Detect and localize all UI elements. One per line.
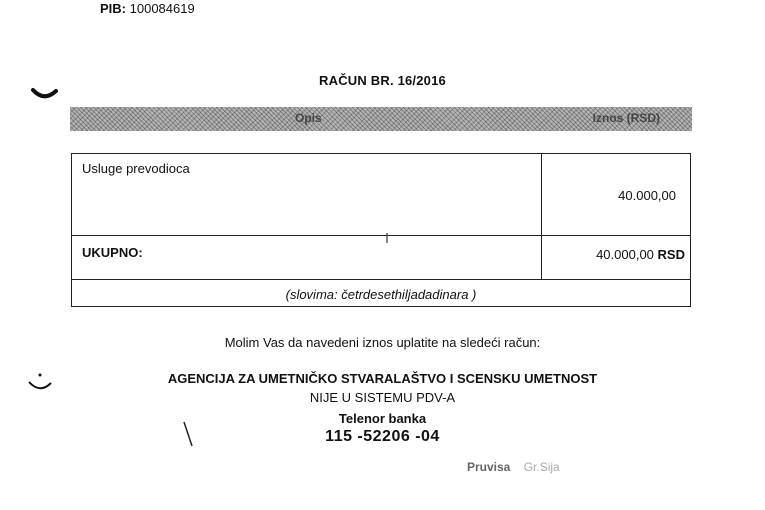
total-amount-cell [596, 247, 685, 262]
signature-area [467, 460, 560, 474]
total-amount: 40.000,00 [596, 247, 654, 262]
bank-name: Telenor banka [338, 411, 427, 426]
invoice-title: RAČUN BR. 16/2016 [319, 73, 446, 88]
vat-status: NIJE U SISTEMU PDV-A [309, 390, 456, 405]
scan-artifact-line [182, 420, 196, 450]
item-amount: 40.000,00 [618, 188, 676, 203]
payee-name: AGENCIJA ZA UMETNIČKO STVARALAŠTVO I SCENSKU UMETNOST [167, 371, 598, 386]
row-divider-total [72, 235, 690, 236]
binder-hole-mark-top [30, 84, 60, 104]
pib-label: PIB: [100, 1, 126, 16]
item-description: Usluge prevodioca [82, 161, 190, 176]
column-divider [541, 154, 542, 279]
header-description: Opis [295, 111, 322, 125]
pib-line [100, 1, 195, 16]
binder-hole-mark-bottom [26, 370, 56, 398]
scan-artifact-tick [384, 232, 390, 246]
amount-in-words: (slovima: četrdesethiljadadinara ) [285, 287, 477, 302]
row-divider-words [72, 279, 690, 280]
total-label: UKUPNO: [82, 245, 143, 260]
table-header-bar [70, 107, 692, 131]
invoice-table [71, 153, 691, 307]
payment-note: Molim Vas da navedeni iznos uplatite na sledeći račun: [224, 335, 541, 350]
total-currency: RSD [657, 247, 685, 262]
account-number: 115 -52206 -04 [325, 428, 440, 445]
signature-label: Pruvisa [467, 460, 511, 474]
signature-faded: Gr.Sija [523, 460, 560, 474]
header-amount: Iznos (RSD) [592, 111, 660, 125]
pib-value: 100084619 [129, 1, 195, 16]
